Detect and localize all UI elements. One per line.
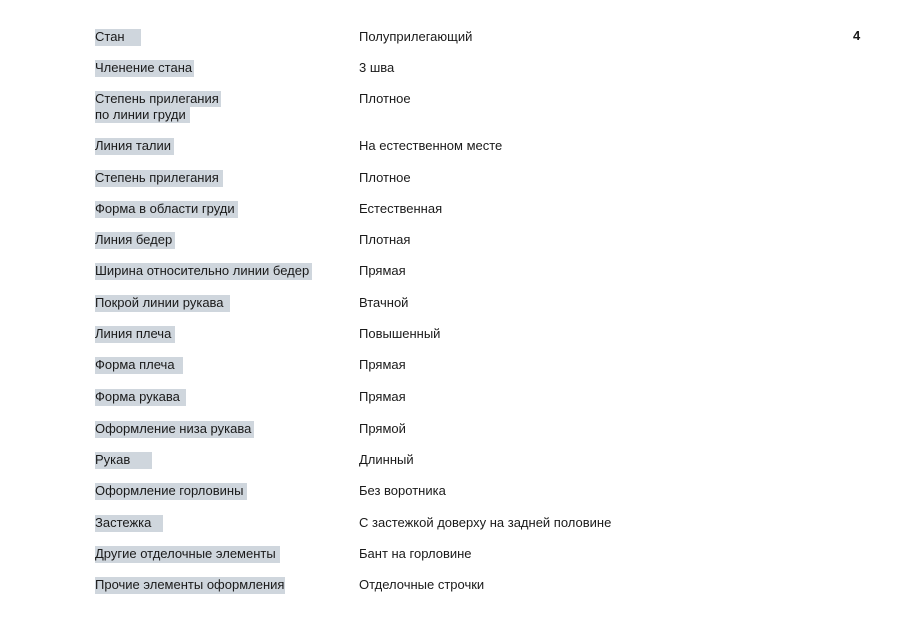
row-label: Линия плеча [95,326,175,343]
row-label: Застежка [95,515,163,532]
row-value: Прямая [359,389,406,404]
row-value: Отделочные строчки [359,577,485,592]
row-label: Рукав [95,452,152,469]
row-value: Прямая [359,357,406,372]
row-label: Степень прилегания [95,170,223,187]
row-label: Стан [95,29,141,46]
row-value: На естественном месте [359,138,503,153]
row-value: С застежкой доверху на задней половине [359,515,612,530]
row-label: Форма в области груди [95,201,238,218]
row-value: Прямой [359,421,406,436]
row-label: Прочие элементы оформления [95,577,285,592]
row-value: Повышенный [359,326,441,341]
row-label: Членение стана [95,60,193,75]
row-label: Линия бедер [95,232,175,249]
row-label-line1: Степень прилегания [95,91,219,106]
row-value: Естественная [359,201,443,216]
row-label: Форма рукава [95,389,186,406]
row-label: Линия талии [95,138,174,155]
row-label: Покрой линии рукава [95,295,230,312]
row-value: Плотное [359,170,411,185]
row-value: Плотное [359,91,411,106]
row-label: Другие отделочные элементы [95,546,280,563]
row-value: Бант на горловине [359,546,472,561]
row-label [95,91,221,124]
row-value: Без воротника [359,483,446,498]
row-value: Втачной [359,295,409,310]
row-label: Оформление низа рукава [95,421,254,438]
row-label: Оформление горловины [95,483,247,500]
row-value: Длинный [359,452,414,467]
row-label: Форма плеча [95,357,183,374]
row-label-line2: по линии груди [95,107,190,123]
row-value: Плотная [359,232,411,247]
row-label: Ширина относительно линии бедер [95,263,312,280]
row-value: 3 шва [359,60,395,75]
page-number: 4 [853,28,861,43]
row-value: Прямая [359,263,406,278]
row-value: Полуприлегающий [359,29,473,44]
